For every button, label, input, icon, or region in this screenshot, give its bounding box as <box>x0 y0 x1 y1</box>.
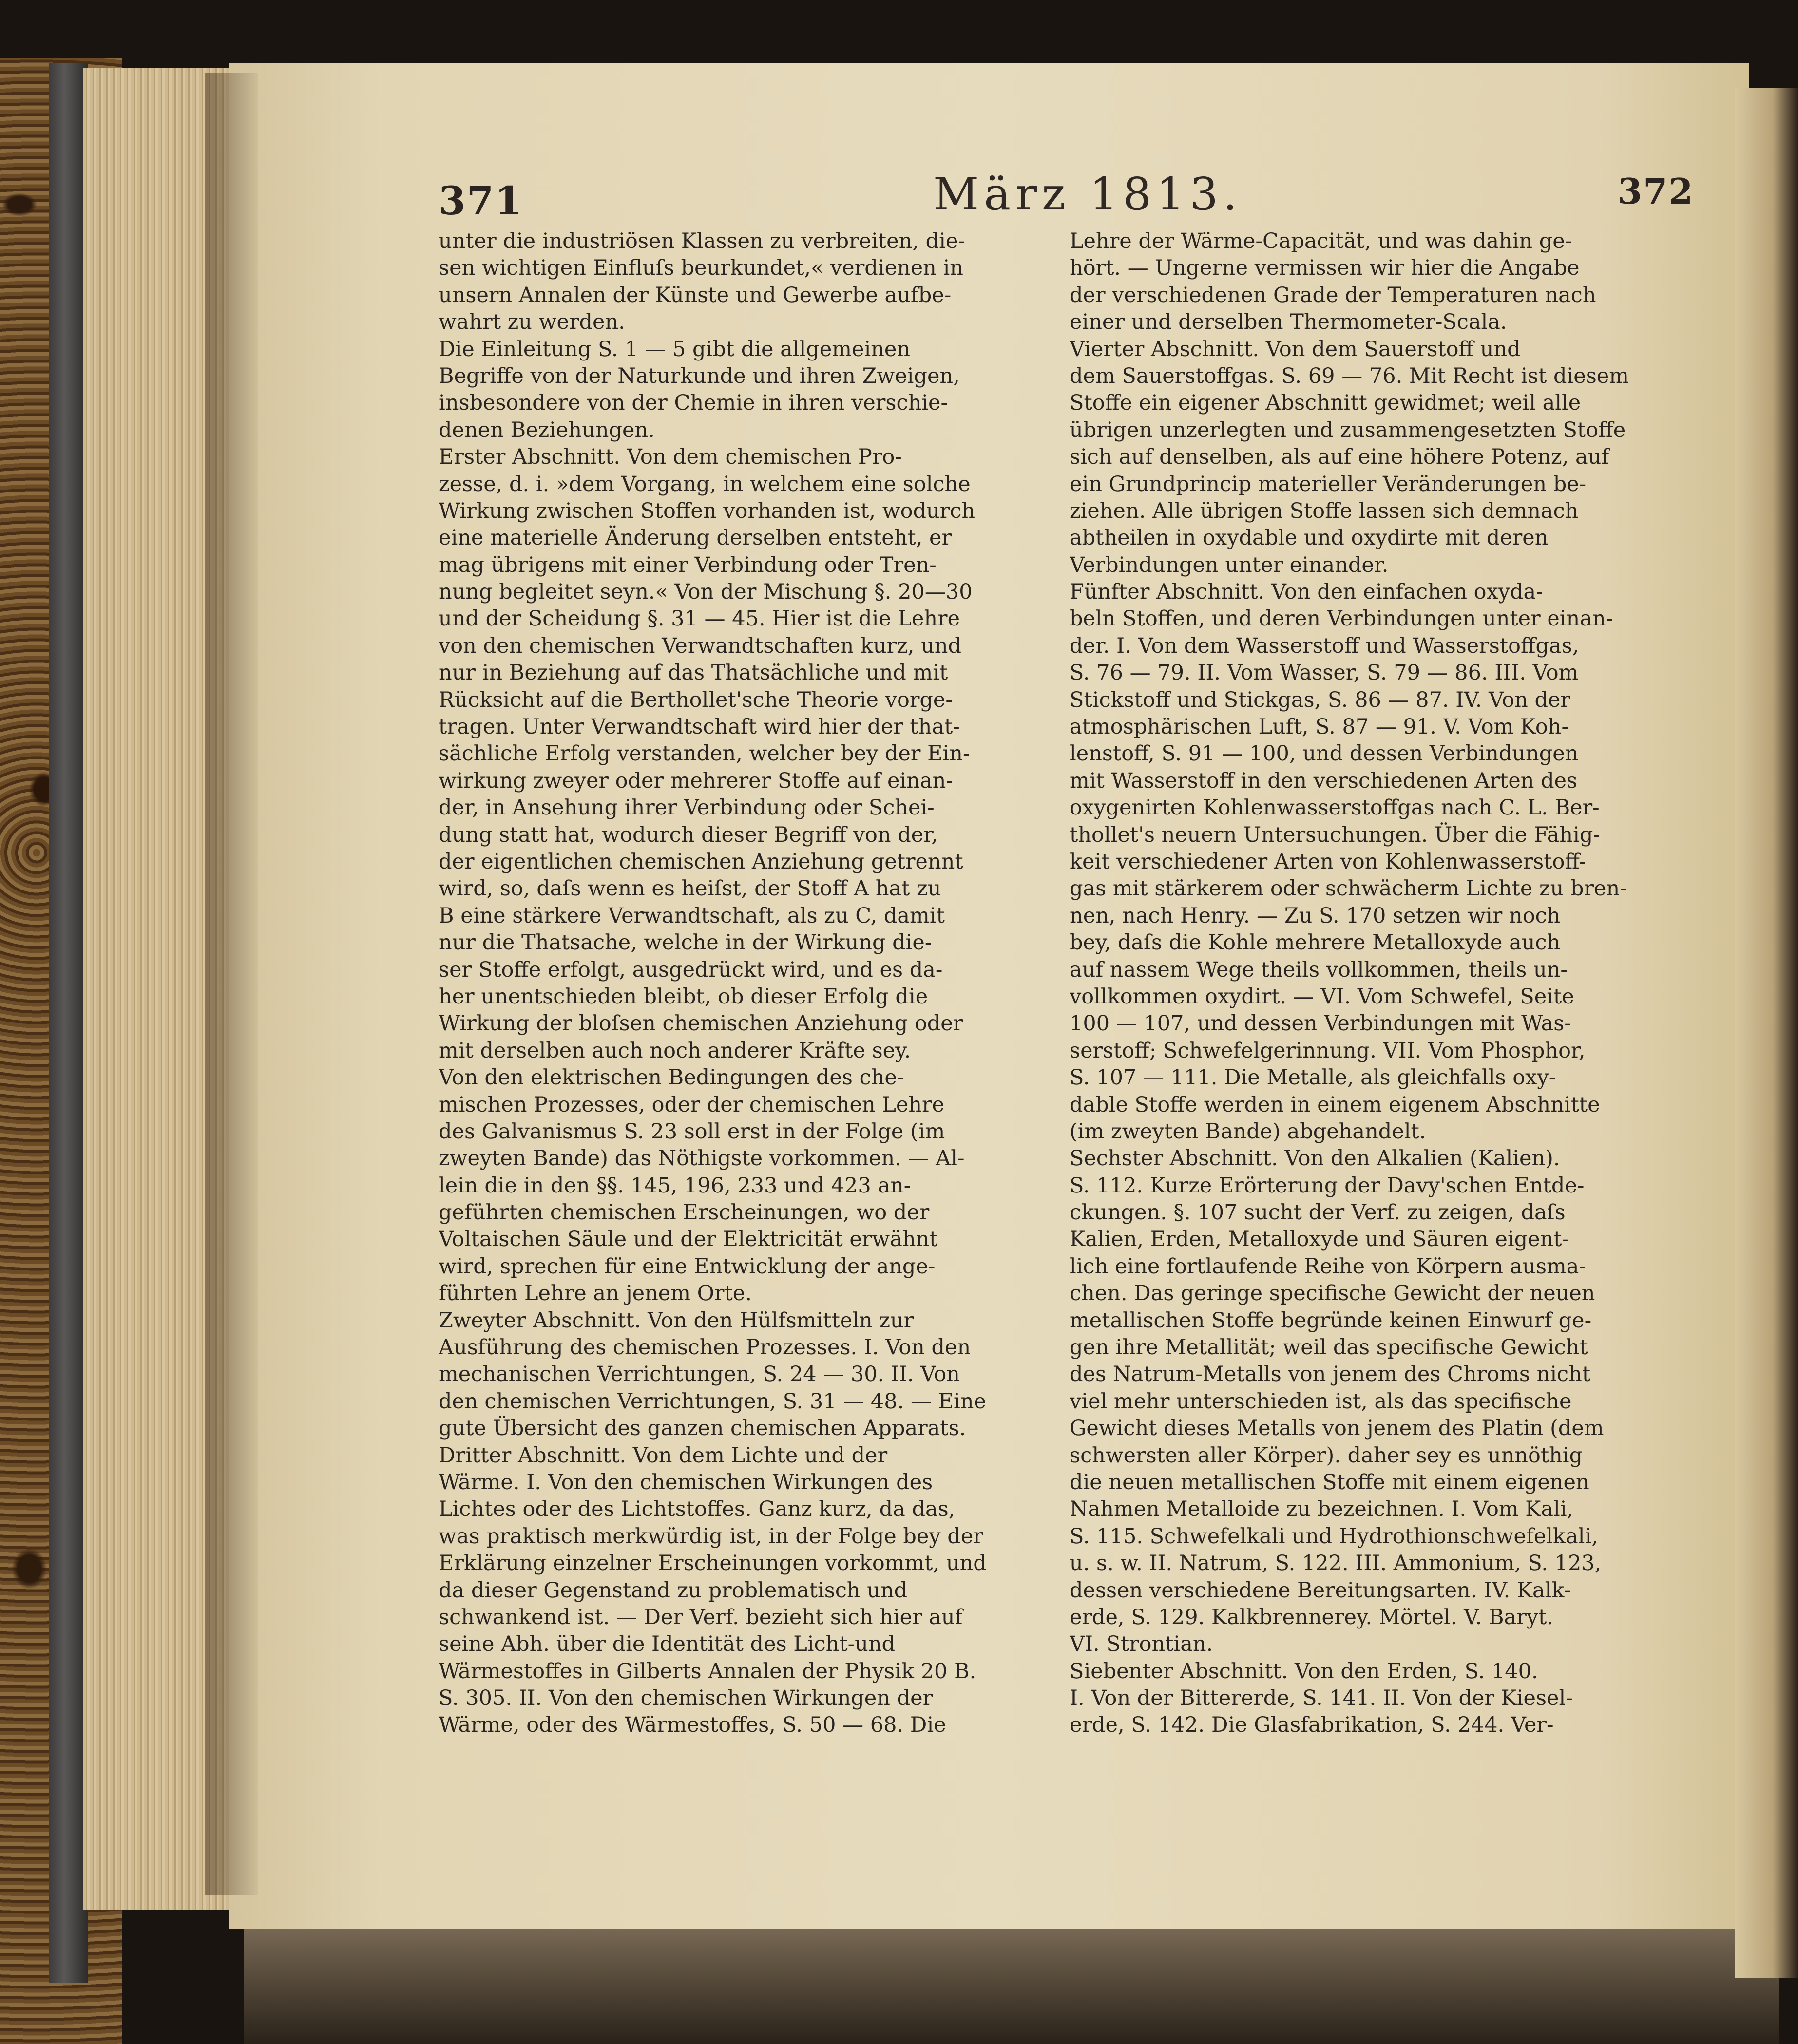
text-line: S. 305. II. Von den chemischen Wirkungen der <box>439 1686 933 1711</box>
text-line: Vierter Abschnitt. Von dem Sauerstoff und <box>1070 337 1521 361</box>
text-line: sen wichtigen Einfluſs beurkundet,« verdienen in <box>439 256 963 281</box>
text-line: wird, so, daſs wenn es heiſst, der Stoff A hat zu <box>439 876 941 901</box>
text-line: von den chemischen Verwandtschaften kurz, und <box>439 633 962 658</box>
text-line: I. Von der Bittererde, S. 141. II. Von der Kiesel- <box>1070 1686 1573 1711</box>
text-line: einer und derselben Thermometer-Scala. <box>1070 310 1507 335</box>
text-line: oxygenirten Kohlenwasserstoffgas nach C. L. Ber- <box>1070 795 1600 820</box>
text-line: dessen verschiedene Bereitungsarten. IV. Kalk- <box>1070 1578 1571 1603</box>
text-line: schwersten aller Körper). daher sey es unnöthig <box>1070 1443 1583 1468</box>
text-line: serstoff; Schwefelgerinnung. VII. Vom Phosphor, <box>1070 1038 1586 1063</box>
text-line: geführten chemischen Erscheinungen, wo der <box>439 1200 930 1225</box>
text-line: Stickstoff und Stickgas, S. 86 — 87. IV. Von der <box>1070 687 1570 712</box>
text-line: 100 — 107, und dessen Verbindungen mit Was- <box>1070 1011 1571 1036</box>
text-line: lein die in den §§. 145, 196, 233 und 423 an- <box>439 1173 911 1198</box>
text-line: nur die Thatsache, welche in der Wirkung die- <box>439 930 932 955</box>
text-line: B eine stärkere Verwandtschaft, als zu C, damit <box>439 903 945 928</box>
text-line: dem Sauerstoffgas. S. 69 — 76. Mit Recht ist diesem <box>1070 363 1629 388</box>
text-line: eine materielle Änderung derselben entsteht, er <box>439 526 952 550</box>
text-line: gas mit stärkerem oder schwächerm Lichte zu bren- <box>1070 876 1627 901</box>
text-line: Wärmestoffes in Gilberts Annalen der Physik 20 B. <box>439 1659 976 1684</box>
text-line: bey, daſs die Kohle mehrere Metalloxyde auch <box>1070 930 1561 955</box>
text-line: Nahmen Metalloide zu bezeichnen. I. Vom Kali, <box>1070 1497 1574 1522</box>
text-line: Begriffe von der Naturkunde und ihren Zweigen, <box>439 363 960 388</box>
text-line: Siebenter Abschnitt. Von den Erden, S. 140. <box>1070 1659 1538 1684</box>
text-line: Erklärung einzelner Erscheinungen vorkommt, und <box>439 1551 987 1576</box>
text-line: der. I. Von dem Wasserstoff und Wasserstoffgas, <box>1070 633 1579 658</box>
text-line: Erster Abschnitt. Von dem chemischen Pro- <box>439 445 902 470</box>
text-line: ziehen. Alle übrigen Stoffe lassen sich demnach <box>1070 498 1579 523</box>
text-line: S. 107 — 111. Die Metalle, als gleichfalls oxy- <box>1070 1065 1556 1090</box>
text-line: erde, S. 142. Die Glasfabrikation, S. 244. Ver- <box>1070 1713 1554 1738</box>
text-line: unsern Annalen der Künste und Gewerbe aufbe- <box>439 283 952 307</box>
text-line: S. 112. Kurze Erörterung der Davy'schen Entde- <box>1070 1173 1585 1198</box>
text-line: zweyten Bande) das Nöthigste vorkommen. — Al- <box>439 1146 965 1171</box>
text-line: gen ihre Metallität; weil das specifische Gewicht <box>1070 1335 1588 1360</box>
text-line: der, in Ansehung ihrer Verbindung oder Schei- <box>439 795 935 820</box>
left-page-number: 371 <box>439 178 523 224</box>
text-line: Rücksicht auf die Berthollet'sche Theorie vorge- <box>439 687 953 712</box>
text-line: mechanischen Verrichtungen, S. 24 — 30. II. Von <box>439 1362 960 1387</box>
text-line: Gewicht dieses Metalls von jenem des Platin (dem <box>1070 1416 1604 1441</box>
page-right-edge <box>1735 88 1798 1978</box>
text-line: wahrt zu werden. <box>439 310 625 335</box>
text-line: unter die industriösen Klassen zu verbreiten, die- <box>439 229 965 253</box>
text-line: Sechster Abschnitt. Von den Alkalien (Kalien). <box>1070 1146 1560 1171</box>
text-line: Wärme. I. Von den chemischen Wirkungen des <box>439 1470 933 1495</box>
text-line: Ausführung des chemischen Prozesses. I. Von den <box>439 1335 971 1360</box>
text-line: Voltaischen Säule und der Elektricität erwähnt <box>439 1227 938 1252</box>
text-line: der eigentlichen chemischen Anziehung getrennt <box>439 849 963 874</box>
left-text-column <box>439 228 1052 1739</box>
text-line: Wirkung der bloſsen chemischen Anziehung oder <box>439 1011 963 1036</box>
text-line: denen Beziehungen. <box>439 417 655 442</box>
text-line: Dritter Abschnitt. Von dem Lichte und der <box>439 1443 888 1468</box>
text-line: nung begleitet seyn.« Von der Mischung §. 20—30 <box>439 580 973 605</box>
text-line: die neuen metallischen Stoffe mit einem eigenen <box>1070 1470 1589 1495</box>
text-line: Zweyter Abschnitt. Von den Hülfsmitteln zur <box>439 1308 914 1333</box>
text-line: was praktisch merkwürdig ist, in der Folge bey der <box>439 1524 983 1549</box>
text-line: wirkung zweyer oder mehrerer Stoffe auf einan- <box>439 768 953 793</box>
text-line: chen. Das geringe specifische Gewicht der neuen <box>1070 1281 1595 1306</box>
text-line: Verbindungen unter einander. <box>1070 552 1389 577</box>
text-line: Die Einleitung S. 1 — 5 gibt die allgemeinen <box>439 337 911 361</box>
text-line: keit verschiedener Arten von Kohlenwasserstoff- <box>1070 849 1586 874</box>
text-line: lich eine fortlaufende Reihe von Körpern ausma- <box>1070 1254 1586 1279</box>
text-line: abtheilen in oxydable und oxydirte mit deren <box>1070 526 1549 550</box>
text-line: VI. Strontian. <box>1070 1632 1213 1657</box>
text-line: mag übrigens mit einer Verbindung oder Tren- <box>439 552 937 577</box>
text-line: nen, nach Henry. — Zu S. 170 setzen wir noch <box>1070 903 1561 928</box>
text-line: auf nassem Wege theils vollkommen, theils un- <box>1070 957 1568 982</box>
text-line: ser Stoffe erfolgt, ausgedrückt wird, und es da- <box>439 957 943 982</box>
text-line: den chemischen Verrichtungen, S. 31 — 48. — Eine <box>439 1389 986 1414</box>
text-line: Wärme, oder des Wärmestoffes, S. 50 — 68. Die <box>439 1713 946 1738</box>
text-line: vollkommen oxydirt. — VI. Vom Schwefel, Seite <box>1070 984 1574 1009</box>
text-line: Wirkung zwischen Stoffen vorhanden ist, wodurch <box>439 498 976 523</box>
text-line: übrigen unzerlegten und zusammengesetzten Stoffe <box>1070 417 1626 442</box>
book-spine-edge <box>49 63 88 1983</box>
right-text-column <box>1070 228 1683 1739</box>
text-line: mischen Prozesses, oder der chemischen Lehre <box>439 1092 945 1117</box>
text-line: ckungen. §. 107 sucht der Verf. zu zeigen, daſs <box>1070 1200 1566 1225</box>
text-line: sächliche Erfolg verstanden, welcher bey der Ein- <box>439 741 970 766</box>
text-line: dable Stoffe werden in einem eigenem Abschnitte <box>1070 1092 1600 1117</box>
text-line: des Galvanismus S. 23 soll erst in der Folge (im <box>439 1119 945 1144</box>
page-bottom-shadow <box>244 1924 1779 2044</box>
text-line: führten Lehre an jenem Orte. <box>439 1281 752 1306</box>
text-line: mit derselben auch noch anderer Kräfte sey. <box>439 1038 911 1063</box>
text-line: zesse, d. i. »dem Vorgang, in welchem eine solche <box>439 472 971 496</box>
text-line: u. s. w. II. Natrum, S. 122. III. Ammonium, S. 123, <box>1070 1551 1602 1576</box>
text-line: ein Grundprincip materieller Veränderungen be- <box>1070 472 1587 496</box>
text-line: des Natrum-Metalls von jenem des Chroms nicht <box>1070 1362 1591 1387</box>
text-line: beln Stoffen, und deren Verbindungen unter einan- <box>1070 606 1613 631</box>
text-line: lenstoff, S. 91 — 100, und dessen Verbindungen <box>1070 741 1579 766</box>
text-line: Lehre der Wärme-Capacität, und was dahin ge- <box>1070 229 1572 253</box>
text-line: S. 76 — 79. II. Vom Wasser, S. 79 — 86. III. Vom <box>1070 661 1579 685</box>
text-line: dung statt hat, wodurch dieser Begriff von der, <box>439 822 938 847</box>
text-line: Kalien, Erden, Metalloxyde und Säuren eigent- <box>1070 1227 1569 1252</box>
text-line: Stoffe ein eigener Abschnitt gewidmet; weil alle <box>1070 391 1581 416</box>
gutter-shadow <box>205 73 258 1895</box>
text-line: (im zweyten Bande) abgehandelt. <box>1070 1119 1426 1144</box>
text-line: Lichtes oder des Lichtstoffes. Ganz kurz, da das, <box>439 1497 956 1522</box>
text-line: der verschiedenen Grade der Temperaturen nach <box>1070 283 1596 307</box>
text-line: viel mehr unterschieden ist, als das specifische <box>1070 1389 1572 1414</box>
text-line: hört. — Ungerne vermissen wir hier die Angabe <box>1070 256 1580 281</box>
text-line: erde, S. 129. Kalkbrennerey. Mörtel. V. Baryt. <box>1070 1605 1554 1629</box>
text-line: schwankend ist. — Der Verf. bezieht sich hier auf <box>439 1605 963 1629</box>
text-line: mit Wasserstoff in den verschiedenen Arten des <box>1070 768 1578 793</box>
text-line: da dieser Gegenstand zu problematisch und <box>439 1578 908 1603</box>
text-line: tragen. Unter Verwandtschaft wird hier der that- <box>439 715 960 739</box>
running-title: März 1813. <box>933 168 1243 220</box>
text-line: Von den elektrischen Bedingungen des che- <box>439 1065 904 1090</box>
text-line: gute Übersicht des ganzen chemischen Apparats. <box>439 1416 966 1441</box>
text-line: S. 115. Schwefelkali und Hydrothionschwefelkali, <box>1070 1524 1598 1549</box>
text-line: seine Abh. über die Identität des Licht-und <box>439 1632 896 1657</box>
text-line: her unentschieden bleibt, ob dieser Erfolg die <box>439 984 928 1009</box>
text-line: metallischen Stoffe begründe keinen Einwurf ge- <box>1070 1308 1592 1333</box>
text-line: nur in Beziehung auf das Thatsächliche und mit <box>439 661 948 685</box>
text-line: sich auf denselben, als auf eine höhere Potenz, auf <box>1070 445 1609 470</box>
text-line: und der Scheidung §. 31 — 45. Hier ist die Lehre <box>439 606 960 631</box>
right-page-number: 372 <box>1618 170 1694 212</box>
text-line: wird, sprechen für eine Entwicklung der ange- <box>439 1254 936 1279</box>
text-line: atmosphärischen Luft, S. 87 — 91. V. Vom Koh- <box>1070 715 1569 739</box>
text-line: thollet's neuern Untersuchungen. Über die Fähig- <box>1070 822 1600 847</box>
text-line: Fünfter Abschnitt. Von den einfachen oxyda- <box>1070 580 1543 605</box>
text-line: insbesondere von der Chemie in ihren verschie- <box>439 391 948 416</box>
